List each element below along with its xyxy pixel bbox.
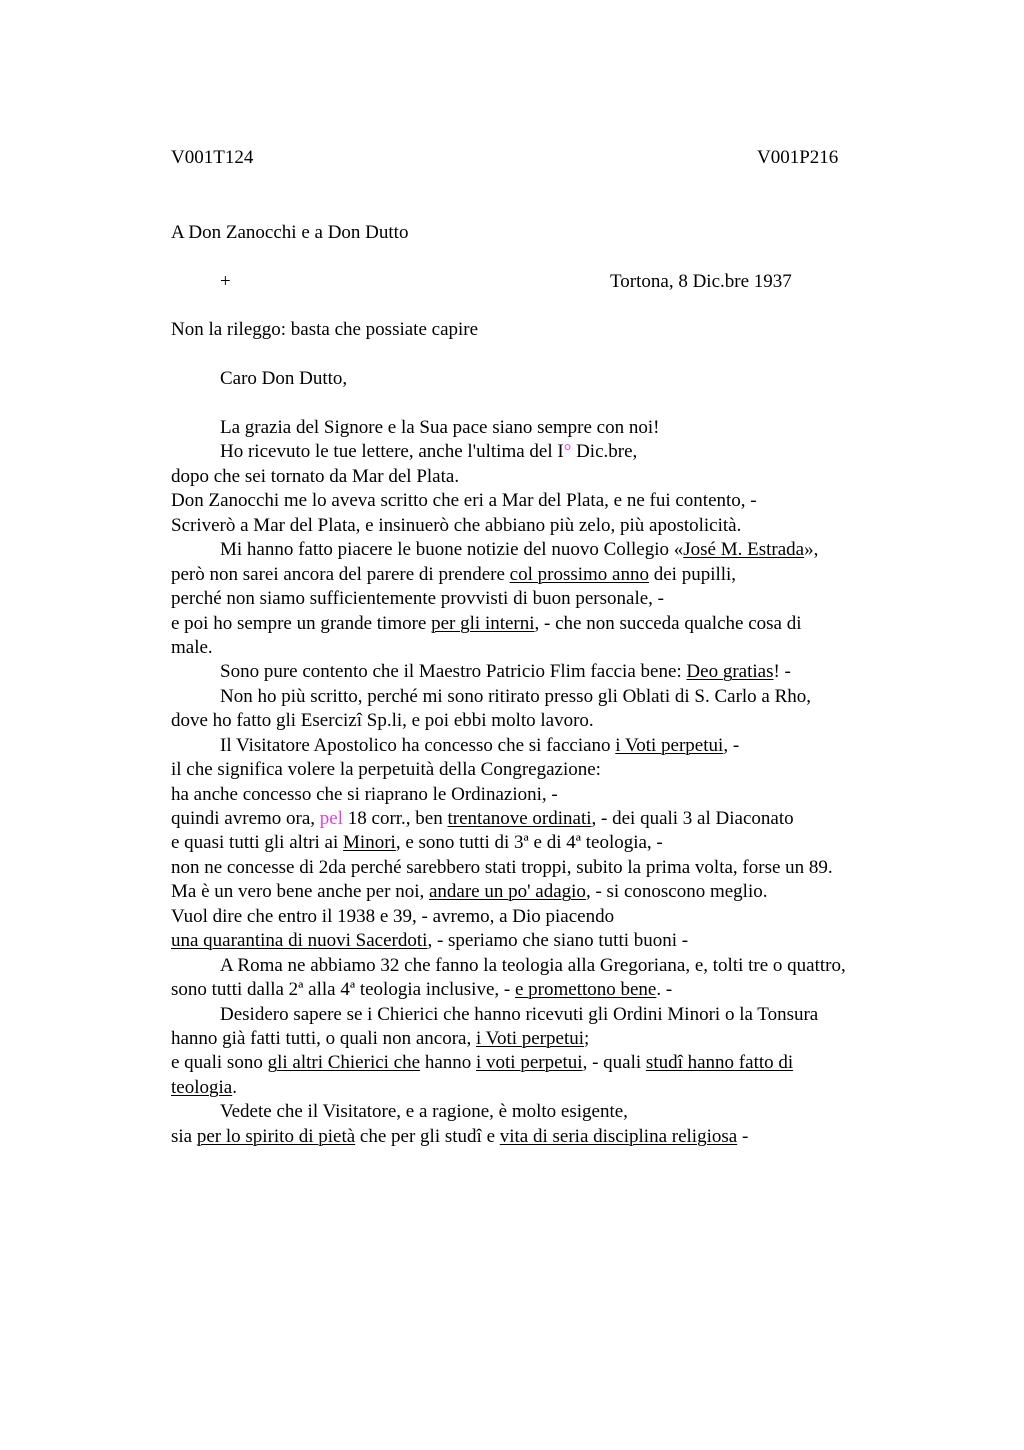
letter-line — [171, 978, 931, 1002]
line-text: hanno — [420, 1052, 476, 1074]
line-text: ! - — [773, 661, 791, 683]
letter-line — [171, 880, 931, 904]
letter-line — [171, 685, 931, 709]
line-text: Desidero sapere se i Chierici che hanno ricevuti gli Ordini Minori o la Tonsura — [220, 1003, 819, 1025]
line-text: A Roma ne abbiamo 32 che fanno la teologia alla Gregoriana, e, tolti tre o quattro, — [220, 954, 846, 976]
salutation: Caro Don Dutto, — [220, 368, 348, 389]
line-text: sono tutti dalla 2ª alla 4ª teologia inclusive, - — [171, 979, 515, 1001]
letter-line — [171, 1076, 931, 1100]
line-text: però non sarei ancora del parere di prendere — [171, 563, 510, 585]
line-text: Sono pure contento che il Maestro Patricio Flim faccia bene: — [220, 661, 687, 683]
letter-line — [171, 831, 931, 855]
letter-line — [171, 929, 931, 953]
letter-line — [171, 1003, 931, 1027]
line-text: e quali sono — [171, 1052, 268, 1074]
author-note: Non la rileggo: basta che possiate capire — [171, 319, 479, 340]
underlined-text: i Voti perpetui — [475, 1027, 585, 1049]
letter-line — [171, 563, 931, 587]
line-text: il che significa volere la perpetuità della Congregazione: — [171, 759, 601, 781]
line-text: Don Zanocchi me lo aveva scritto che eri a Mar del Plata, e ne fui contento, - — [171, 490, 757, 512]
line-text: e — [481, 1125, 500, 1147]
highlighted-text: pel — [319, 808, 344, 829]
letter-line — [171, 612, 931, 636]
letter-line — [171, 1100, 931, 1124]
letter-line — [171, 905, 931, 929]
highlighted-text: ° — [563, 441, 572, 463]
letter-line — [171, 416, 931, 440]
underlined-text: Minori — [343, 832, 396, 854]
line-text: La grazia del Signore e la Sua pace siano sempre con noi! — [220, 417, 660, 438]
letter-line — [171, 1051, 931, 1075]
underlined-text: José M. Estrada — [683, 539, 805, 561]
line-text: Mi hanno fatto piacere le buone notizie del nuovo Collegio « — [220, 539, 684, 561]
line-text: 18 corr., ben — [343, 808, 448, 829]
line-text: Scriverò a Mar del Plata, e insinuerò che abbiano più zelo, più apostolicità. — [171, 514, 742, 536]
underlined-text: per lo spirito di pietà — [196, 1125, 356, 1147]
underlined-text: gli altri Chierici che — [267, 1052, 421, 1074]
line-text: perché non siamo sufficientemente provvisti di buon personale, - — [171, 588, 664, 610]
letter-line — [171, 489, 931, 513]
line-text: , e sono tutti di 3ª e di 4ª teologia, - — [395, 832, 663, 854]
line-text: . - — [656, 979, 673, 1001]
letter-line — [171, 734, 931, 758]
underlined-text: studi — [645, 1052, 683, 1074]
letter-recipient: A Don Zanocchi e a Don Dutto — [171, 222, 409, 243]
line-text: Il Visitatore Apostolico ha concesso che si facciano — [220, 734, 616, 756]
underlined-text: una quarantina di nuovi Sacerdoti — [171, 930, 428, 952]
letter-line — [171, 1027, 931, 1051]
underlined-text: col prossimo anno — [509, 563, 649, 585]
letter-line — [171, 856, 931, 880]
letter-line — [171, 636, 931, 660]
underlined-text: teologia — [171, 1076, 233, 1098]
line-text: Non ho più scritto, perché mi sono ritirato presso gli Oblati di S. Carlo a Rho, — [220, 685, 812, 707]
letter-line — [171, 514, 931, 538]
letter-line — [171, 1125, 931, 1149]
letter-line — [171, 660, 931, 684]
document-code-left: V001T124 — [171, 147, 254, 168]
document-code-right: V001P216 — [757, 147, 839, 168]
line-text: , - speriamo che siano tutti buoni - — [427, 930, 689, 952]
line-text: Ho ricevuto le tue lettere, anche l'ultima del I — [220, 441, 564, 463]
underlined-text: i Voti perpetui — [615, 734, 724, 756]
underlined-text: trentanove ordinati — [447, 808, 592, 829]
line-text: dei pupilli, — [648, 563, 737, 585]
letter-line — [171, 587, 931, 611]
line-text: male. — [171, 636, 213, 658]
line-text: - — [737, 1125, 749, 1147]
letter-body — [171, 416, 931, 1149]
letter-line — [171, 758, 931, 782]
underlined-text: e promettono bene — [514, 979, 657, 1001]
letter-line — [171, 709, 931, 733]
line-text: dove ho fatto gli Esercizi — [171, 710, 362, 732]
underlined-text: per gli interni — [431, 612, 535, 634]
line-text: ha anche concesso che si riaprano le Ordinazioni, - — [171, 783, 558, 805]
letter-line — [171, 783, 931, 807]
line-text: Ma è un vero bene anche per noi, — [171, 881, 429, 903]
line-text: , - si conoscono meglio. — [585, 881, 768, 903]
line-text: , - — [723, 734, 740, 756]
line-text: non ne concesse di 2da perché sarebbero stati troppi, subito la prima volta, forse un 89. — [171, 856, 833, 878]
line-text: Vedete che il Visitatore, e a ragione, è molto esigente, — [220, 1101, 628, 1123]
line-text: che per gli studi — [355, 1125, 482, 1147]
line-text: Dic.bre, — [571, 441, 638, 463]
letter-line — [171, 465, 931, 489]
line-text: e quasi tutti gli altri ai — [171, 832, 344, 854]
underlined-text: vita di seria disciplina religiosa — [499, 1125, 738, 1147]
underlined-text: andare un po' adagio — [428, 881, 586, 903]
line-text: sia — [171, 1125, 197, 1147]
letter-line — [171, 807, 931, 831]
cross-mark: + — [220, 271, 231, 292]
line-text: Vuol dire che entro il 1938 e 39, - avremo, a Dio piacendo — [171, 905, 615, 927]
line-text: e poi ho sempre un grande timore — [171, 612, 432, 634]
line-text: , - che non succeda qualche cosa di — [534, 612, 802, 634]
line-text: ; — [584, 1027, 590, 1049]
underlined-text: i voti perpetui — [476, 1052, 583, 1074]
letter-line — [171, 538, 931, 562]
place-date: Tortona, 8 Dic.bre 1937 — [610, 271, 792, 292]
line-text: », — [804, 539, 819, 561]
underlined-text: Deo gratias — [686, 661, 774, 683]
line-text: Sp.li, e poi ebbi molto lavoro. — [362, 710, 594, 732]
underlined-text: hanno fatto di — [682, 1052, 794, 1074]
line-text: , - quali — [582, 1052, 646, 1074]
line-text: , - dei quali 3 al Diaconato — [591, 808, 794, 829]
line-text: . — [232, 1076, 237, 1098]
letter-line — [171, 440, 931, 464]
letter-line — [171, 954, 931, 978]
line-text: hanno già fatti tutti, o quali non ancora, — [171, 1027, 476, 1049]
line-text: quindi avremo ora, — [171, 808, 320, 829]
line-text: dopo che sei tornato da Mar del Plata. — [171, 465, 460, 487]
